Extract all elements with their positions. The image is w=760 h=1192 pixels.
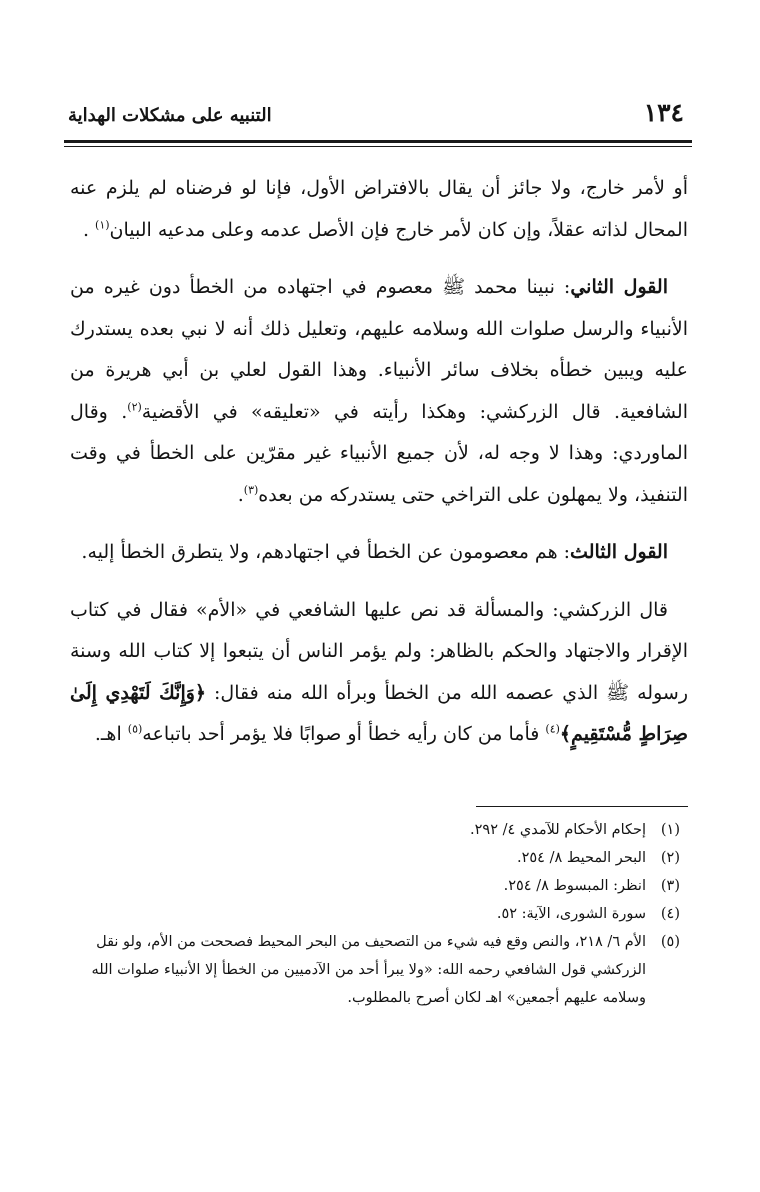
footnote-ref-5[interactable]: (٥) <box>127 722 143 736</box>
running-title: التنبيه على مشكلات الهداية <box>68 105 272 126</box>
main-text <box>70 168 688 772</box>
footnote-2 <box>66 844 680 872</box>
paragraph-text: قال الزركشي: والمسألة قد نص عليها الشافعي في «الأم» فقال في كتاب الإقرار والاجتهاد والحكم بالظاهر: ولم يؤمر الناس أن يتبعوا إلا كتاب الله وسنة رسوله ﷺ الذي عصمه الله من الخطأ وبرأه الله منه فقال: <box>70 598 688 704</box>
footnote-5 <box>66 928 680 1012</box>
footnote-text: الأم ٦/ ٢١٨، والنص وقع فيه شيء من التصحيف من البحر المحيط فصححت من الأم، ولو نقل الزركشي قول الشافعي رحمه الله: «ولا يبرأ أحد من الآدميين من الخطأ إلا الأنبياء صلوات الله وسلامه عليهم أجمعين» اهـ لكان أصرح بالمطلوب. <box>91 934 646 1006</box>
footnote-text: البحر المحيط ٨/ ٢٥٤. <box>516 850 646 866</box>
footnote-1 <box>66 816 680 844</box>
footnote-text: سورة الشورى، الآية: ٥٢. <box>496 906 646 922</box>
header-rule-thin <box>64 146 692 147</box>
paragraph-end: اهـ. <box>94 723 128 745</box>
paragraph-end: . <box>237 483 244 506</box>
paragraph-3 <box>70 532 688 574</box>
footnote-text: إحكام الأحكام للآمدي ٤/ ٢٩٢. <box>470 822 646 838</box>
footnote-number: (١) <box>660 822 680 838</box>
footnotes <box>66 816 680 1012</box>
footnote-ref-4[interactable]: (٤) <box>545 722 560 736</box>
footnote-3 <box>66 872 680 900</box>
footnote-ref-1[interactable]: (١) <box>95 218 110 232</box>
footnote-number: (٣) <box>660 878 680 894</box>
footnote-ref-3[interactable]: (٣) <box>243 483 259 497</box>
page-header <box>64 96 692 134</box>
paragraph-2 <box>70 267 688 516</box>
page-number: ١٣٤ <box>643 98 684 127</box>
paragraph-text: : هم معصومون عن الخطأ في اجتهادهم، ولا يتطرق الخطأ إليه. <box>81 541 571 563</box>
paragraph-text: فأما من كان رأيه خطأ أو صوابًا فلا يؤمر أحد باتباعه <box>142 723 546 745</box>
paragraph-1 <box>70 168 688 251</box>
section-lead-second-opinion: القول الثاني <box>570 276 668 298</box>
section-lead-third-opinion: القول الثالث <box>570 541 668 563</box>
paragraph-text: . وقال الماوردي: وهذا لا وجه له، لأن جميع الأنبياء غير مقرّين على الخطأ في وقت التنفيذ، ولا يمهلون على التراخي حتى يستدركه من بعده <box>70 400 688 506</box>
footnote-number: (٥) <box>660 934 680 950</box>
header-rule-thick <box>64 140 692 143</box>
paragraph-text: أو لأمر خارج، ولا جائز أن يقال بالافتراض الأول، فإنا لو فرضناه لم يلزم عنه المحال لذاته عقلاً، وإن كان لأمر خارج فإن الأصل عدمه وعلى مدعيه البيان <box>70 177 688 241</box>
footnote-text: انظر: المبسوط ٨/ ٢٥٤. <box>503 878 646 894</box>
footnote-ref-2[interactable]: (٢) <box>127 400 142 414</box>
paragraph-end: . <box>82 218 96 241</box>
footnote-number: (٤) <box>660 906 680 922</box>
paragraph-text: : نبينا محمد ﷺ معصوم في اجتهاده من الخطأ دون غيره من الأنبياء والرسل صلوات الله وسلامه عليهم، وتعليل ذلك أنه لا نبي بعده يستدرك عليه ويبين خطأه بخلاف سائر الأنبياء. وهذا القول لعلي بن أبي هريرة من الشافعية. قال الزركشي: وهكذا رأيته في «تعليقه» في الأقضية <box>70 276 689 423</box>
footnote-separator <box>476 806 688 807</box>
quran-verse: ﴿وَإِنَّكَ لَتَهْدِي إِلَىٰ صِرَاطٍ مُّسْتَقِيمٍ﴾ <box>70 681 688 745</box>
footnote-4 <box>66 900 680 928</box>
paragraph-4 <box>70 590 688 756</box>
footnote-number: (٢) <box>660 850 680 866</box>
